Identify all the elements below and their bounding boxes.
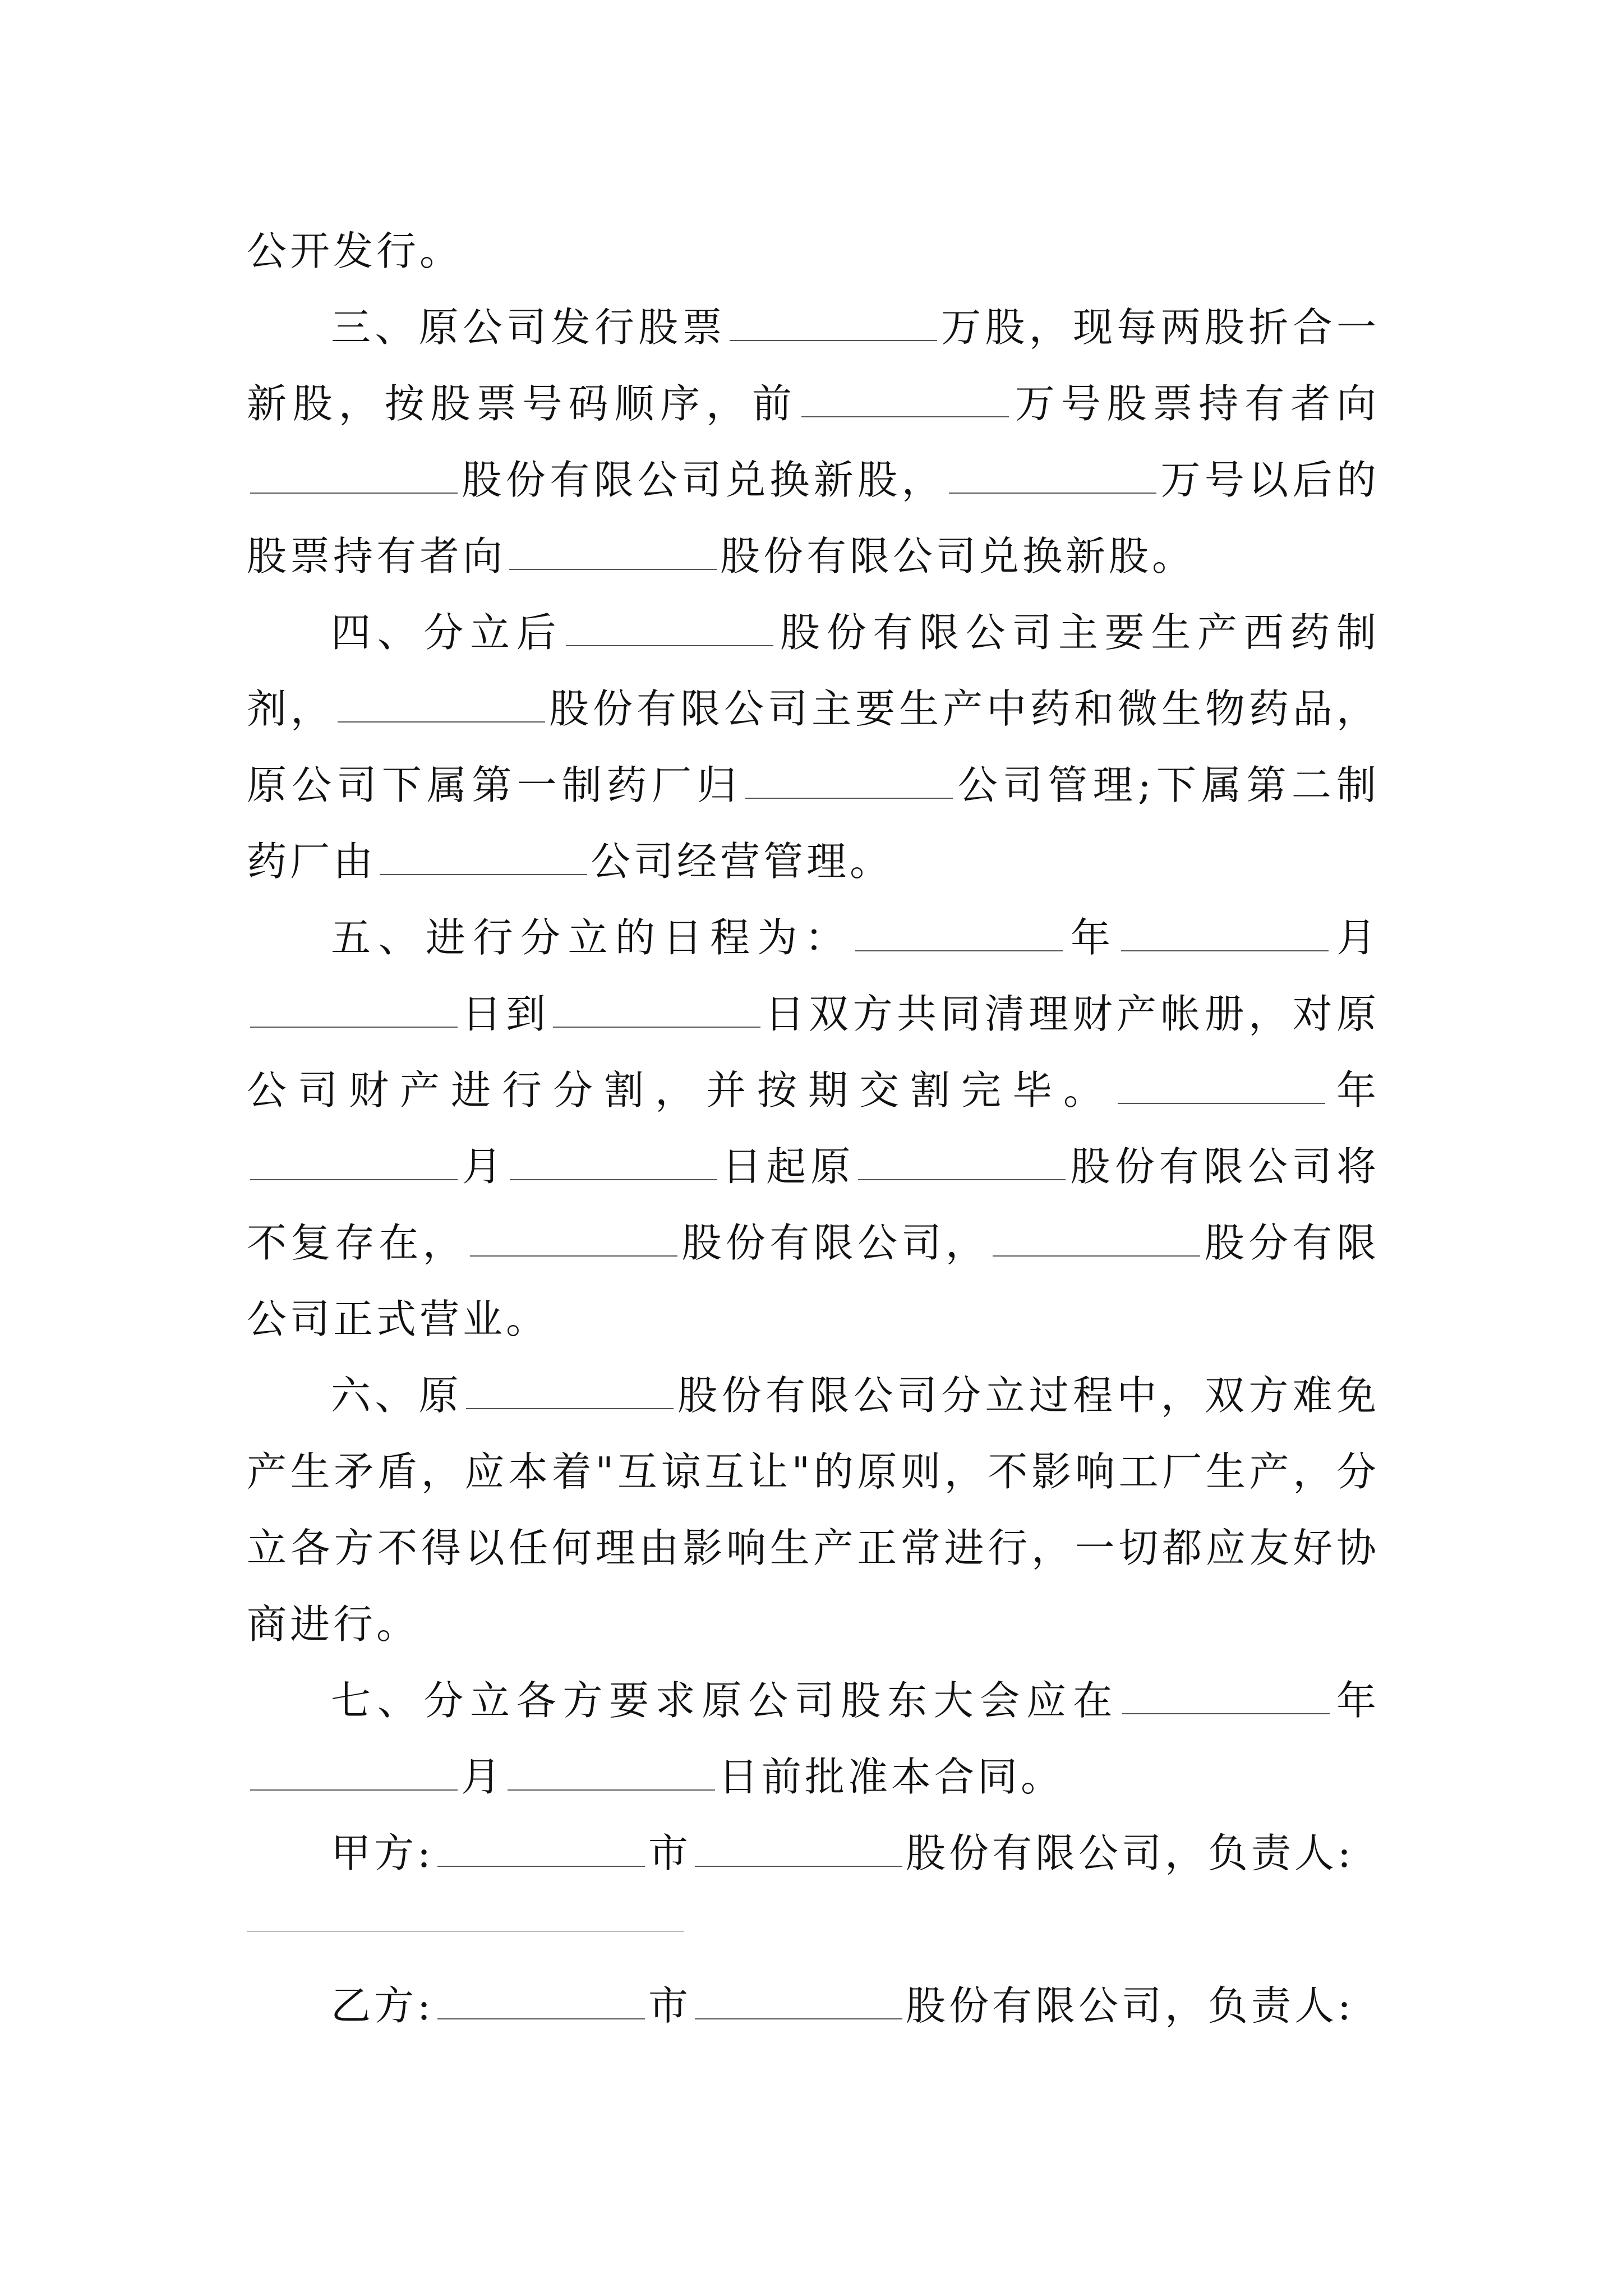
text-segment: 六、原 (331, 1372, 463, 1419)
text-segment: 股份有限公司主要生产西药制剂， (247, 609, 1380, 732)
party-b-line (247, 1968, 1380, 2044)
text-segment: 股份有限公司，负责人: (905, 1982, 1354, 2029)
text-segment: 万号以后的股票持有者向 (247, 457, 1380, 579)
text-segment: 月 (461, 1754, 505, 1800)
text-segment: 四、分立后 (331, 609, 563, 656)
text-segment: 股份有限公司将不复存在， (247, 1143, 1380, 1266)
text-segment: 股份有限公司兑换新股， (461, 457, 946, 503)
text-segment: 公司经营管理。 (591, 838, 893, 885)
blank-field[interactable] (695, 1860, 902, 1867)
blank-field[interactable] (510, 1174, 717, 1180)
blank-field[interactable] (949, 487, 1156, 494)
paragraph-intro (247, 213, 1380, 289)
text-segment: 市 (648, 1982, 691, 2029)
blank-field[interactable] (801, 411, 1009, 417)
text-segment: 公司管理;下属第二制药厂由 (247, 762, 1380, 885)
text-segment: 日前批准本合同。 (718, 1754, 1064, 1800)
party-a-line (247, 1815, 1380, 1892)
text-segment: 年 (1333, 1677, 1380, 1724)
party-a-signature-line[interactable] (247, 1892, 684, 1968)
blank-field[interactable] (855, 945, 1063, 951)
blank-field[interactable] (730, 334, 937, 341)
text-segment: 五、进行分立的日程为： (331, 914, 852, 961)
text-segment: 公开发行。 (247, 228, 463, 274)
blank-field[interactable] (1122, 1708, 1330, 1714)
blank-field[interactable] (250, 1174, 458, 1180)
blank-field[interactable] (509, 563, 717, 570)
paragraph-clause-7 (247, 1663, 1380, 1815)
text-segment: 股份有限公司分立过程中，双方难免产生矛盾，应本着"互谅互让"的原则，不影响工厂生产，分立各方不得以任何理由影响生产正常进行，一切都应友好协商进行。 (247, 1372, 1380, 1648)
text-segment: 日双方共同清理财产帐册，对原公司财产进行分割，并按期交割完毕。 (247, 991, 1380, 1114)
blank-field[interactable] (695, 2013, 902, 2019)
text-segment: 七、分立各方要求原公司股东大会应在 (331, 1677, 1119, 1724)
text-segment: 股份有限公司兑换新股。 (720, 533, 1196, 579)
paragraph-clause-4 (247, 595, 1380, 900)
blank-field[interactable] (250, 487, 458, 494)
blank-field[interactable] (437, 2013, 645, 2019)
text-segment: 股分有限公司正式营业。 (247, 1220, 1380, 1342)
blank-field[interactable] (993, 1250, 1200, 1257)
blank-field[interactable] (1118, 1097, 1325, 1104)
text-segment: 三、原公司发行股票 (331, 304, 726, 351)
paragraph-clause-5 (247, 900, 1380, 1358)
document-body (247, 213, 1380, 2044)
text-segment: 万号股票持有者向 (1012, 380, 1380, 427)
blank-field[interactable] (250, 1784, 458, 1791)
text-segment: 日到 (461, 991, 550, 1037)
text-segment: 股份有限公司， (681, 1220, 990, 1266)
text-segment: 月 (461, 1143, 507, 1190)
blank-field[interactable] (470, 1250, 677, 1257)
blank-field[interactable] (250, 1021, 458, 1028)
blank-field[interactable] (1121, 945, 1329, 951)
text-segment: 市 (648, 1830, 691, 1876)
blank-field[interactable] (466, 1402, 674, 1409)
paragraph-clause-6 (247, 1358, 1380, 1663)
blank-field[interactable] (437, 1860, 645, 1867)
text-segment: 万股，现每两股折合一新股，按股票号码顺序，前 (247, 304, 1380, 427)
blank-field[interactable] (380, 868, 587, 875)
party-b-label: 乙方: (331, 1982, 434, 2029)
blank-field[interactable] (566, 639, 773, 646)
blank-field[interactable] (745, 792, 953, 799)
blank-field[interactable] (508, 1784, 715, 1791)
party-a-label: 甲方: (331, 1830, 434, 1876)
text-segment: 年 (1328, 1067, 1380, 1114)
text-segment: 股份有限公司主要生产中药和微生物药品，原公司下属第一制药厂归 (247, 685, 1380, 808)
paragraph-clause-3 (247, 289, 1380, 595)
text-segment: 股份有限公司，负责人: (905, 1830, 1354, 1876)
blank-field[interactable] (338, 716, 545, 723)
blank-field[interactable] (553, 1021, 760, 1028)
text-segment: 日起原 (721, 1143, 855, 1190)
blank-field[interactable] (858, 1174, 1066, 1180)
text-segment: 月 (1332, 914, 1380, 961)
text-segment: 年 (1066, 914, 1118, 961)
